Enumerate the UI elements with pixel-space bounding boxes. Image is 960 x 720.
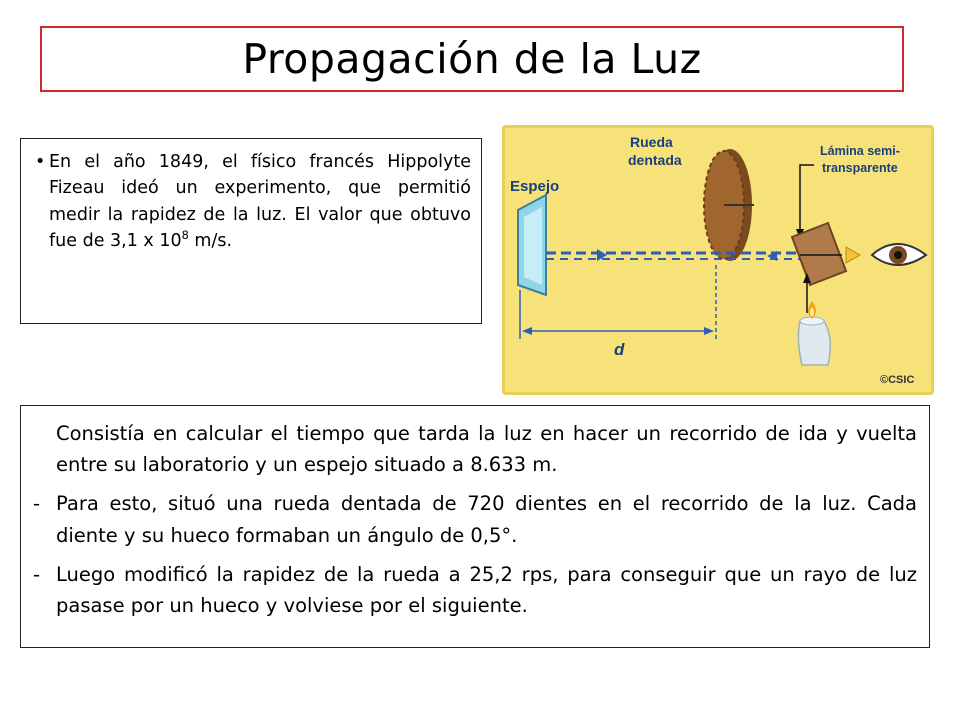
- paragraph-text: Para esto, situó una rueda dentada de 720 dientes en el recorrido de la luz. Cada diente y su hueco formaban un ángulo de 0,5°.: [56, 492, 917, 547]
- label-plate-line2: transparente: [822, 161, 898, 175]
- paragraph-text: Consistía en calcular el tiempo que tarda la luz en hacer un recorrido de ida y vuelta entre su laboratorio y un espejo situado a 8.633 m.: [56, 422, 917, 477]
- title-box: [40, 26, 904, 92]
- exponent: 8: [181, 227, 189, 242]
- bullet-symbol: •: [35, 152, 46, 172]
- paragraph: [33, 418, 917, 480]
- copyright-label: ©CSIC: [880, 374, 915, 386]
- label-distance: d: [614, 340, 625, 359]
- label-plate-line1: Lámina semi-: [820, 144, 900, 158]
- paragraph-dash: [33, 418, 56, 480]
- paragraph: [33, 488, 917, 550]
- label-wheel-line1: Rueda: [630, 134, 673, 150]
- paragraph-dash: -: [33, 492, 41, 516]
- mirror-icon: [518, 195, 546, 295]
- paragraph-text: Luego modificó la rapidez de la rueda a 25,2 rps, para conseguir que un rayo de luz pasase por un hueco y volviese por el siguiente.: [56, 562, 917, 617]
- paragraph-dash: -: [33, 562, 41, 586]
- label-mirror: Espejo: [510, 178, 560, 195]
- intro-text: En el año 1849, el físico francés Hippolyte Fizeau ideó un experimento, que permitió medir la rapidez de la luz. El valor que obtuvo fue de 3,1 x $10^8$ m/s.: [49, 152, 471, 251]
- page-title: Propagación de la Luz: [242, 35, 702, 83]
- label-wheel-line2: dentada: [628, 152, 682, 168]
- explanation-box: [20, 405, 930, 648]
- paragraph: [33, 559, 917, 621]
- fizeau-diagram: [502, 125, 934, 395]
- intro-bullet-box: [20, 138, 482, 324]
